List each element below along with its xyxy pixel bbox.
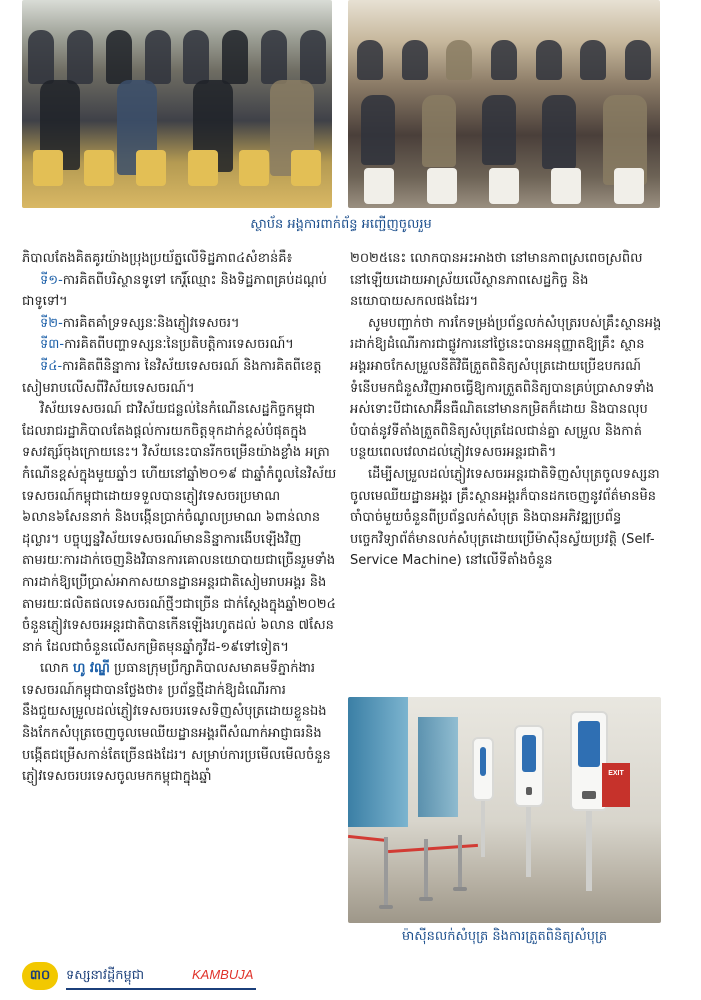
list-item-3: ទី៣-ការគិតពីបញ្ហាទស្សនៈនៃប្រតិបត្តិការទេសចរណ៍។	[40, 337, 294, 353]
audience-rows	[348, 40, 660, 80]
article-right-column	[350, 248, 662, 572]
white-chairs	[348, 168, 660, 204]
paragraph-tourism-sector: វិស័យទេសចរណ៍ ជាវិស័យជន្លល់នៃកំណើនសេដ្ឋកិច្ចកម្ពុជា ដែលរាជរដ្ឋាភិបាលតែងផ្ដល់ការយកចិត្តទុកដាក់ខ្ពស់បំផុតក្នុងទសវត្សរ៍ចុងក្រោយនេះ។ វិស័យនេះបានរីកចម្រើនយ៉ាងខ្លាំង អត្រាកំណើនខ្ពស់ក្នុងមួយឆ្នាំៗ ហើយនៅឆ្នាំ២០១៩ ជាឆ្នាំកំពូលនៃវិស័យទេសចរណ៍កម្ពុជាដោយទទួលបានភ្ញៀវទេសចរប្រមាណ ៦លាន៦សែននាក់ និងបង្កើនប្រាក់ចំណូលប្រមាណ ៦ពាន់លានដុល្លារ។ បច្ចុប្បន្នវិស័យទេសចរណ៍មាននិន្នាការងើបឡើងវិញតាមរយៈការដាក់ចេញនិងវិធានការគោលនយោបាយជាច្រើនរួមទាំងការដាក់ឱ្យប្រើប្រាស់អាកាសយានដ្ឋានអន្តរជាតិសៀមរាបអង្គរ និងតាមរយៈផលិតផលទេសចរណ៍ថ្មីៗជាច្រើន ជាក់ស្ដែងក្នុងឆ្នាំ២០២៤ ចំនួនភ្ញៀវទេសចរអន្តរជាតិបានកើនឡើងរហូតដល់ ៦លាន ៧សែននាក់ ដែលជាចំនួនលើសកម្រិតមុនឆ្នាំកូវីដ-១៩ទៅទៀត។	[22, 402, 337, 655]
magazine-title: ទស្សនាវដ្ដីកម្ពុជា	[66, 968, 145, 983]
exit-sign: EXIT	[602, 763, 630, 807]
photo-caption-top: ស្ថាប័ន អង្គការពាក់ព័ន្ធ អញ្ជើញចូលរួម	[250, 217, 432, 232]
paragraph-forecast: ២០២៥នេះ លោកបានអះអាងថា នៅមានភាពស្រពេចស្រពិលនៅឡើយដោយអាស្រ័យលើស្ថានភាពសេដ្ឋកិច្ច និងនយោបាយសកលផងដែរ។	[350, 251, 643, 310]
magazine-brand: KAMBUJA	[192, 967, 254, 982]
article-left-column	[22, 248, 337, 788]
wall-panel-left	[348, 697, 408, 827]
list-item-1: ទី១-ការគិតពីបរិស្ថានទូទៅ កេរ្តិ៍ឈ្មោះ និងទិដ្ឋភាពគ្រប់ដណ្ដប់ជាទូទៅ។	[22, 272, 327, 310]
wall-panel-mid	[418, 717, 458, 817]
page-footer	[22, 962, 682, 992]
page-number-badge: ៣០	[22, 962, 58, 990]
photo-caption-bottom: ម៉ាស៊ីនលក់សំបុត្រ និងការត្រួតពិនិត្យសំបុត្រ	[401, 929, 608, 944]
paragraph-intro: ភិបាលតែងគិតគូរយ៉ាងប្រុងប្រយ័ត្នលើទិដ្ឋភាព៤សំខាន់គឺ៖	[22, 251, 293, 266]
audience-back-row	[22, 30, 332, 84]
paragraph-ticket-reform: សូមបញ្ជាក់ថា ការកែទម្រង់ប្រព័ន្ធលក់សំបុត្ររបស់គ្រឹះស្ថានអង្គរដាក់ឱ្យដំណើរការជាផ្លូវការនៅថ្ងៃនេះបានអនុញ្ញាតឱ្យគ្រឹះ ស្ថានអង្គរអាចកែសម្រួលនីតិវិធីត្រួតពិនិត្យសំបុត្រដោយប្រើឧបករណ៍ទំនើបមកជំនួសវិញអាចធ្វើឱ្យការត្រួតពិនិត្យបានគ្រប់ប្រាសាទទាំងអស់ទោះបីជាសោអ៊ីនធឺណិតនៅមានកម្រិតក៏ដោយ និងបានលុបបំបាត់នូវទីតាំងត្រួតពិនិត្យសំបុត្រដែលជាន់គ្នា សម្រួល និងកាត់បន្ថយពេលវេលាដល់ភ្ញៀវទេសចរអន្តរជាតិ។	[350, 315, 662, 461]
self-service-kiosk-middle	[514, 725, 544, 807]
paragraph-quote: លោក ហូ វណ្ឌី ប្រធានក្រុមប្រឹក្សាភិបាលសមាគមទីភ្នាក់ងារទេសចរណ៍កម្ពុជាបានថ្លែងថា៖ ប្រព័ន្ធថ្មីដាក់ឱ្យដំណើរការ នឹងជួយសម្រួលដល់ភ្ញៀវទេសចរបរទេសទិញសំបុត្រដោយខ្លួនឯង និងកែកសំបុត្រចេញចូលមេឈីយដ្ឋានអង្គរពីសំណាក់អាជ្ញាធរនិងបង្កើតជម្រើសកាន់តែច្រើនផងដែរ។ សម្រាប់ការប្រមើលមើលចំនួនភ្ញៀវទេសចរបរទេសចូលមកកម្ពុជាក្នុងឆ្នាំ	[22, 661, 331, 785]
list-item-4: ទី៤-ការគិតពីនិន្នាការ នៃវិស័យទេសចរណ៍ និងការគិតពីខេត្តសៀមរាបលើសពីវិស័យទេសចរណ៍។	[22, 358, 322, 396]
chairs-row	[22, 150, 332, 186]
ticket-kiosk-photo	[348, 697, 661, 923]
queue-rope	[348, 835, 388, 842]
list-item-2: ទី២-ការគិតគាំទ្រទស្សនៈនិងភ្ញៀវទេសចរ។	[40, 315, 240, 331]
conference-photo-left	[22, 0, 332, 208]
self-service-kiosk-back	[472, 737, 494, 801]
paragraph-self-service: ដើម្បីសម្រួលដល់ភ្ញៀវទេសចរអន្តរជាតិទិញសំបុត្រចូលទស្សនាចូលមេឈីយដ្ឋានអង្គរ គ្រឹះស្ថានអង្គរក៏បានដកចេញនូវព័ត៌មានមិនចាំបាច់មួយចំនួនពីប្រព័ន្ធលក់សំបុត្រ និងបានអភិវឌ្ឍប្រព័ន្ធបច្ចេកវិទ្យាព័ត៌មានលក់សំបុត្រដោយប្រើម៉ាស៊ីនស្វ័យប្រវត្តិ (Self-Service Machine) នៅលើទីតាំងចំនួន	[350, 466, 660, 569]
footer-divider	[66, 988, 256, 990]
stanchion-post	[384, 837, 388, 907]
conference-photo-right	[348, 0, 660, 208]
